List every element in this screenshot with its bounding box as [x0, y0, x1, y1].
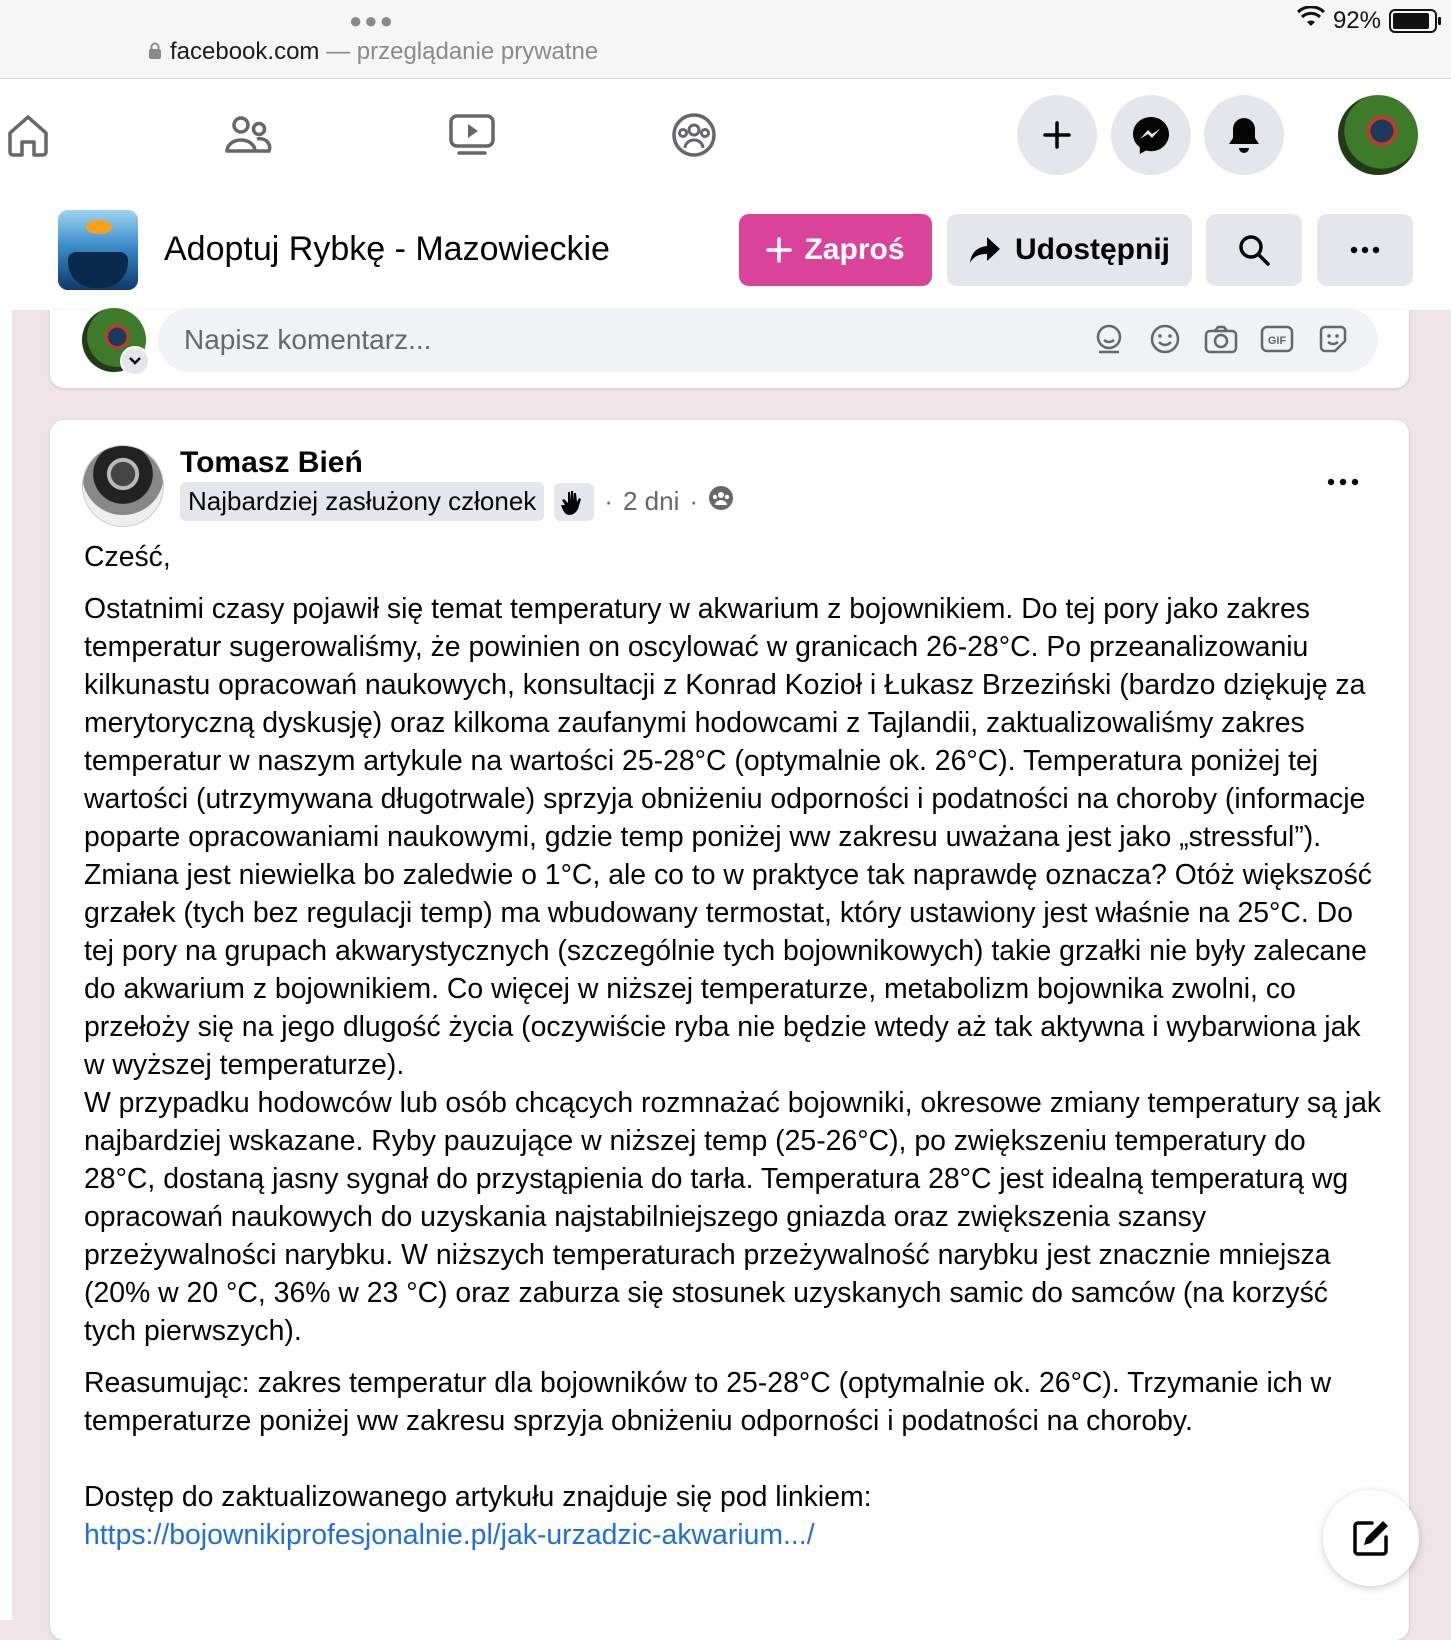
article-link[interactable]: https://bojownikiprofesjonalnie.pl/jak-urzadzic-akwarium.../	[84, 1519, 815, 1551]
commenter-avatar[interactable]	[82, 308, 146, 372]
comment-input[interactable]	[158, 308, 1378, 372]
post-link-intro: Dostęp do zaktualizowanego artykułu znajduje się pod linkiem:	[84, 1481, 872, 1513]
share-button[interactable]	[947, 214, 1192, 286]
watch-icon[interactable]	[446, 109, 498, 161]
separator-dot: ·	[604, 486, 613, 516]
comment-placeholder: Napisz komentarz...	[184, 324, 432, 355]
home-icon[interactable]	[2, 109, 54, 161]
post-paragraph: W przypadku hodowców lub osób chcących rozmnażać bojowniki, okresowe zmiany temperatury są jak najbardziej wskazane. Ryby pauzujące w niższej temp (25-26°C), po zwiększeniu temperatury do 28°C, dostaną jasny sygnał do przystąpienia do tarła. Temperatura 28°C jest idealną temperaturą wg opracowań naukowych do uzyskania najstabilniejszego gniazda oraz zwiększenia szansy przeżywalności narybku. W niższych temperaturach przeżywalność narybku jest znacznie mniejsza (20% w 20 °C, 36% w 23 °C) oraz zaburza się stosunek uzyskanych samic do samców (na korzyść tych pierwszych).	[84, 1087, 1382, 1347]
search-button[interactable]	[1206, 214, 1302, 286]
more-dots-icon	[1327, 478, 1359, 486]
post-card	[50, 420, 1409, 1640]
messenger-button[interactable]	[1111, 95, 1191, 175]
status-indicators	[1297, 6, 1437, 35]
compose-icon	[1350, 1517, 1392, 1559]
post-more-button[interactable]	[1327, 460, 1359, 494]
post-greeting: Cześć,	[84, 541, 171, 573]
browser-top-bar	[0, 0, 1451, 79]
comment-tools	[1092, 322, 1350, 356]
group-privacy-icon	[708, 485, 734, 518]
battery-icon	[1389, 9, 1437, 33]
avatar-sticker-icon[interactable]	[1092, 322, 1126, 356]
create-button[interactable]	[1017, 95, 1097, 175]
group-more-button[interactable]	[1317, 214, 1413, 286]
address-bar[interactable]	[148, 38, 598, 67]
plus-icon	[766, 237, 792, 263]
messenger-icon	[1130, 114, 1172, 156]
compose-button[interactable]	[1323, 1490, 1419, 1586]
group-header	[12, 190, 1451, 311]
post-meta	[180, 482, 734, 521]
wifi-icon	[1297, 6, 1325, 35]
chevron-down-icon[interactable]	[120, 346, 150, 376]
groups-icon[interactable]	[668, 109, 720, 161]
battery-percent: 92%	[1332, 6, 1381, 34]
share-label: Udostępnij	[1015, 233, 1170, 266]
camera-icon[interactable]	[1204, 322, 1238, 356]
invite-button[interactable]	[739, 214, 932, 286]
sticker-icon[interactable]	[1316, 322, 1350, 356]
plus-icon	[1042, 120, 1072, 150]
post-summary: Reasumując: zakres temperatur dla bojowników to 25-28°C (optymalnie ok. 26°C). Trzymanie ich w temperaturze poniżej ww zakresu sprzyja obniżeniu odporności i podatności na choroby.	[84, 1367, 1332, 1437]
left-strip	[0, 190, 13, 1620]
lock-icon	[148, 39, 162, 67]
author-avatar[interactable]	[82, 445, 164, 527]
svg-text:GIF: GIF	[1267, 335, 1287, 347]
post-time[interactable]: 2 dni	[622, 486, 680, 516]
more-dots-icon	[1350, 246, 1380, 254]
window-dots-icon[interactable]: ●●●	[349, 8, 395, 33]
emoji-icon[interactable]	[1148, 322, 1182, 356]
post-text	[84, 538, 1384, 1554]
group-cover-image[interactable]	[58, 210, 138, 290]
post-paragraph: Ostatnimi czasy pojawił się temat temperatury w akwarium z bojownikiem. Do tej pory jako zakres temperatur sugerowaliśmy, że powinien on oscylować w granicach 26-28°C. Po przeanalizowaniu kilkunastu opracowań naukowych, konsultacji z Konrad Kozioł i Łukasz Brzeziński (bardzo dziękuję za merytoryczną dyskusję) oraz kilkoma zaufanymi hodowcami z Tajlandii, zaktualizowaliśmy zakres temperatur w naszym artykule na wartości 25-28°C (optymalnie ok. 26°C). Temperatura poniżej tej wartości (utrzymywana długotrwale) sprzyja obniżeniu odporności i podatności na choroby (informacje poparte opracowaniami naukowymi, gdzie temp poniżej ww zakresu uważana jest jako „stressful”).	[84, 593, 1366, 853]
member-badge[interactable]: Najbardziej zasłużony członek	[180, 482, 544, 521]
friends-icon[interactable]	[222, 109, 274, 161]
facebook-nav-bar	[0, 79, 1451, 191]
group-title[interactable]: Adoptuj Rybkę - Mazowieckie	[164, 230, 610, 268]
url-private-label: — przeglądanie prywatne	[319, 38, 599, 65]
gif-icon[interactable]	[1260, 322, 1294, 356]
search-icon	[1237, 233, 1271, 267]
notifications-button[interactable]	[1204, 95, 1284, 175]
invite-label: Zaproś	[804, 233, 905, 266]
share-arrow-icon	[969, 236, 1001, 264]
url-domain: facebook.com	[170, 38, 320, 65]
profile-avatar[interactable]	[1338, 95, 1418, 175]
bell-icon	[1226, 115, 1262, 155]
separator-dot: ·	[689, 486, 699, 516]
waving-hand-icon[interactable]	[554, 483, 594, 521]
author-name[interactable]: Tomasz Bień	[180, 446, 363, 479]
post-paragraph: Zmiana jest niewielka bo zaledwie o 1°C, ale co to w praktyce tak naprawdę oznacza? Otóż większość grzałek (tych bez regulacji temp) ma wbudowany termostat, który ustawiony jest właśnie na 25°C. Do tej pory na grupach akwarystycznych (szczególnie tych bojownikowych) takie grzałki nie były zalecane do akwarium z bojownikiem. Co więcej w niższej temperaturze, metabolizm bojownika zwolni, co przełoży się na jego dlugość życia (oczywiście ryba nie będzie wtedy aż tak aktywna i wybarwiona jak w wyższej temperaturze).	[84, 859, 1372, 1081]
comment-card	[50, 310, 1409, 388]
